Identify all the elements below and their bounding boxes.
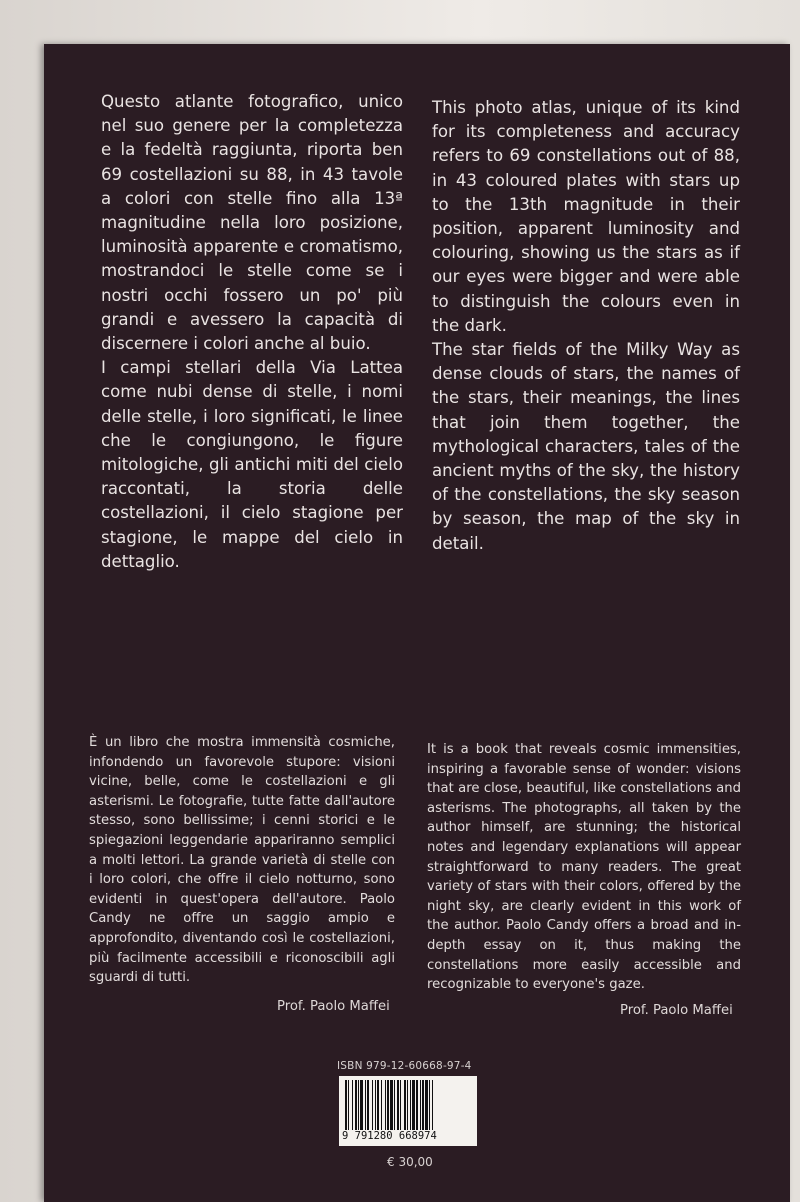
barcode-bar	[355, 1080, 357, 1130]
barcode-bars	[343, 1080, 473, 1130]
barcode-digits: 9 791280 668974	[342, 1130, 437, 1142]
barcode-bar	[377, 1080, 379, 1130]
barcode-bar	[385, 1080, 386, 1130]
barcode-bar	[375, 1080, 376, 1130]
italian-blurb	[101, 90, 403, 574]
barcode-bar	[365, 1080, 366, 1130]
barcode-bar	[429, 1080, 430, 1130]
barcode-bar	[381, 1080, 382, 1130]
isbn-label: ISBN 979-12-60668-97-4	[337, 1060, 472, 1072]
barcode-bar	[387, 1080, 389, 1130]
barcode-bar	[358, 1080, 359, 1130]
barcode-bar	[416, 1080, 418, 1130]
barcode-bar	[394, 1080, 395, 1130]
english-review	[427, 740, 741, 995]
barcode-bar	[397, 1080, 399, 1130]
italian-blurb-paragraph-1: Questo atlante fotografico, unico nel suo genere per la completezza e la fedeltà raggiunta, riporta ben 69 costellazioni su 88, in 43 tavole a colori con stelle fino alla 13ª magnitudine nella loro posizione, luminosità apparente e cromatismo, mostrandoci le stelle come se i nostri occhi fossero un po' più grandi e avessero la capacità di discernere i colori anche al buio.	[101, 92, 403, 354]
barcode-bar	[407, 1080, 408, 1130]
price-label: € 30,00	[387, 1155, 433, 1169]
barcode-bar	[412, 1080, 415, 1130]
italian-blurb-paragraph-2: I campi stellari della Via Lattea come nubi dense di stelle, i nomi delle stelle, i loro significati, le linee che le congiungono, le figure mitologiche, gli antichi miti del cielo raccontati, la storia delle costellazioni, il cielo stagione per stagione, le mappe del cielo in dettaglio.	[101, 358, 403, 571]
english-blurb-paragraph-1: This photo atlas, unique of its kind for its completeness and accuracy refers to 69 constellations out of 88, in 43 coloured plates with stars up to the 13th magnitude in their position, apparent luminosity and colouring, showing us the stars as if our eyes were bigger and were able to distinguish the colours even in the dark.	[432, 98, 740, 335]
barcode-bar	[360, 1080, 363, 1130]
barcode-bar	[345, 1080, 347, 1130]
italian-review	[89, 733, 395, 988]
barcode-bar	[400, 1080, 401, 1130]
barcode-bar	[422, 1080, 424, 1130]
barcode	[339, 1076, 477, 1146]
barcode-bar	[432, 1080, 433, 1130]
barcode-bar	[420, 1080, 421, 1130]
italian-review-signature: Prof. Paolo Maffei	[277, 999, 390, 1014]
barcode-bar	[404, 1080, 406, 1130]
english-review-text: It is a book that reveals cosmic immensities, inspiring a favorable sense of wonder: visions that are close, beautiful, like constellations and asterisms. The photographs, all taken by the author himself, are stunning; the historical notes and legendary explanations will appear straightforward to many readers. The great variety of stars with their colors, offered by the night sky, are clearly evident in this work of the author. Paolo Candy offers a broad and in-depth essay on it, thus making the constellations more easily accessible and recognizable to everyone's gaze.	[427, 742, 741, 993]
english-blurb-paragraph-2: The star fields of the Milky Way as dense clouds of stars, the names of the stars, their meanings, the lines that join them together, the mythological characters, tales of the ancient myths of the sky, the history of the constellations, the sky season by season, the map of the sky in detail.	[432, 340, 740, 553]
barcode-bar	[425, 1080, 428, 1130]
barcode-bar	[367, 1080, 369, 1130]
barcode-bar	[372, 1080, 373, 1130]
barcode-bar	[348, 1080, 349, 1130]
barcode-bar	[410, 1080, 411, 1130]
english-blurb	[432, 96, 740, 556]
english-review-signature: Prof. Paolo Maffei	[620, 1003, 733, 1018]
barcode-bar	[352, 1080, 353, 1130]
italian-review-text: È un libro che mostra immensità cosmiche, infondendo un favorevole stupore: visioni vicine, belle, come le costellazioni e gli asterismi. Le fotografie, tutte fatte dall'autore stesso, sono bellissime; i cenni storici e le spiegazioni leggendarie appariranno semplici a molti lettori. La grande varietà di stelle con i loro colori, che offre il cielo notturno, sono evidenti in quest'opera dell'autore. Paolo Candy ne offre un saggio ampio e approfondito, diventando così le costellazioni, più facilmente accessibili e riconoscibili agli sguardi di tutti.	[89, 735, 395, 986]
barcode-bar	[390, 1080, 393, 1130]
